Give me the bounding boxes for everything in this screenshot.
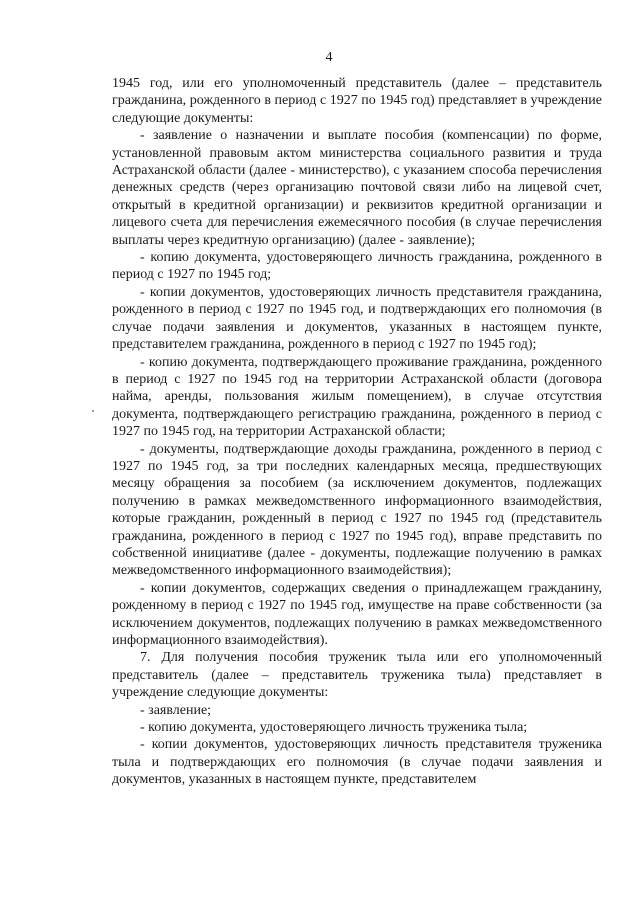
paragraph: 1945 год, или его уполномоченный представитель (далее – представитель гражданина, рожденного в период с 1927 по 1945 год) представляет в учреждение следующие документы: <box>112 76 602 126</box>
paragraph: - копии документов, удостоверяющих личность представителя гражданина, рожденного в период с 1927 по 1945 год, и подтверждающих его полномочия (в случае подачи заявления и документов, указанных в настоящем пункте, представителем гражданина, рожденного в период с 1927 по 1945 год); <box>112 284 602 353</box>
document-body <box>112 75 602 789</box>
page-number: 4 <box>325 50 333 65</box>
paragraph: - заявление; <box>140 702 212 718</box>
paragraph: - документы, подтверждающие доходы гражданина, рожденного в период с 1927 по 1945 год, за три последних календарных месяца, предшествующих месяцу обращения за пособием (за исключением документов, подлежащих получению в рамках межведомственного информационного взаимодействия, которые гражданин, рожденный в период с 1927 по 1945 год (представитель гражданина, рожденного в период с 1927 по 1945 год), вправе представить по собственной инициативе (далее - документы, подлежащие получению в рамках межведомственного информационного взаимодействия); <box>112 441 602 579</box>
scan-speck <box>92 410 94 412</box>
paragraph: - копию документа, удостоверяющего личность гражданина, рожденного в период с 1927 по 1945 год; <box>112 250 602 283</box>
paragraph: - копии документов, содержащих сведения о принадлежащем гражданину, рожденному в период с 1927 по 1945 год, имуществе на праве собственности (за исключением документов, подлежащих получению в рамках межведомственного информационного взаимодействия). <box>112 580 602 648</box>
paragraph: - заявление о назначении и выплате пособия (компенсации) по форме, установленной правовым актом министерства социального развития и труда Астраханской области (далее - министерство), с указанием способа перечисления денежных средств (через организацию почтовой связи либо на лицевой счет, открытый в кредитной организации) и реквизитов кредитной организации и лицевого счета для перечисления ежемесячного пособия (в случае перечисления выплаты через кредитную организацию) (далее - заявление); <box>112 128 602 248</box>
paragraph: - копии документов, удостоверяющих личность представителя труженика тыла и подтверждающих его полномочия (в случае подачи заявления и документов, указанных в настоящем пункте, представителем <box>112 737 602 788</box>
paragraph: 7. Для получения пособия труженик тыла или его уполномоченный представитель (далее – представитель труженика тыла) представляет в учреждение следующие документы: <box>112 650 602 701</box>
paragraph: - копию документа, подтверждающего проживание гражданина, рожденного в период с 1927 по 1945 год на территории Астраханской области (договора найма, аренды, пользования жилым помещением), в случае отсутствия документа, подтверждающего регистрацию гражданина, рожденного в период с 1927 по 1945 год, на территории Астраханской области; <box>112 354 602 440</box>
paragraph: - копию документа, удостоверяющего личность труженика тыла; <box>140 720 528 736</box>
